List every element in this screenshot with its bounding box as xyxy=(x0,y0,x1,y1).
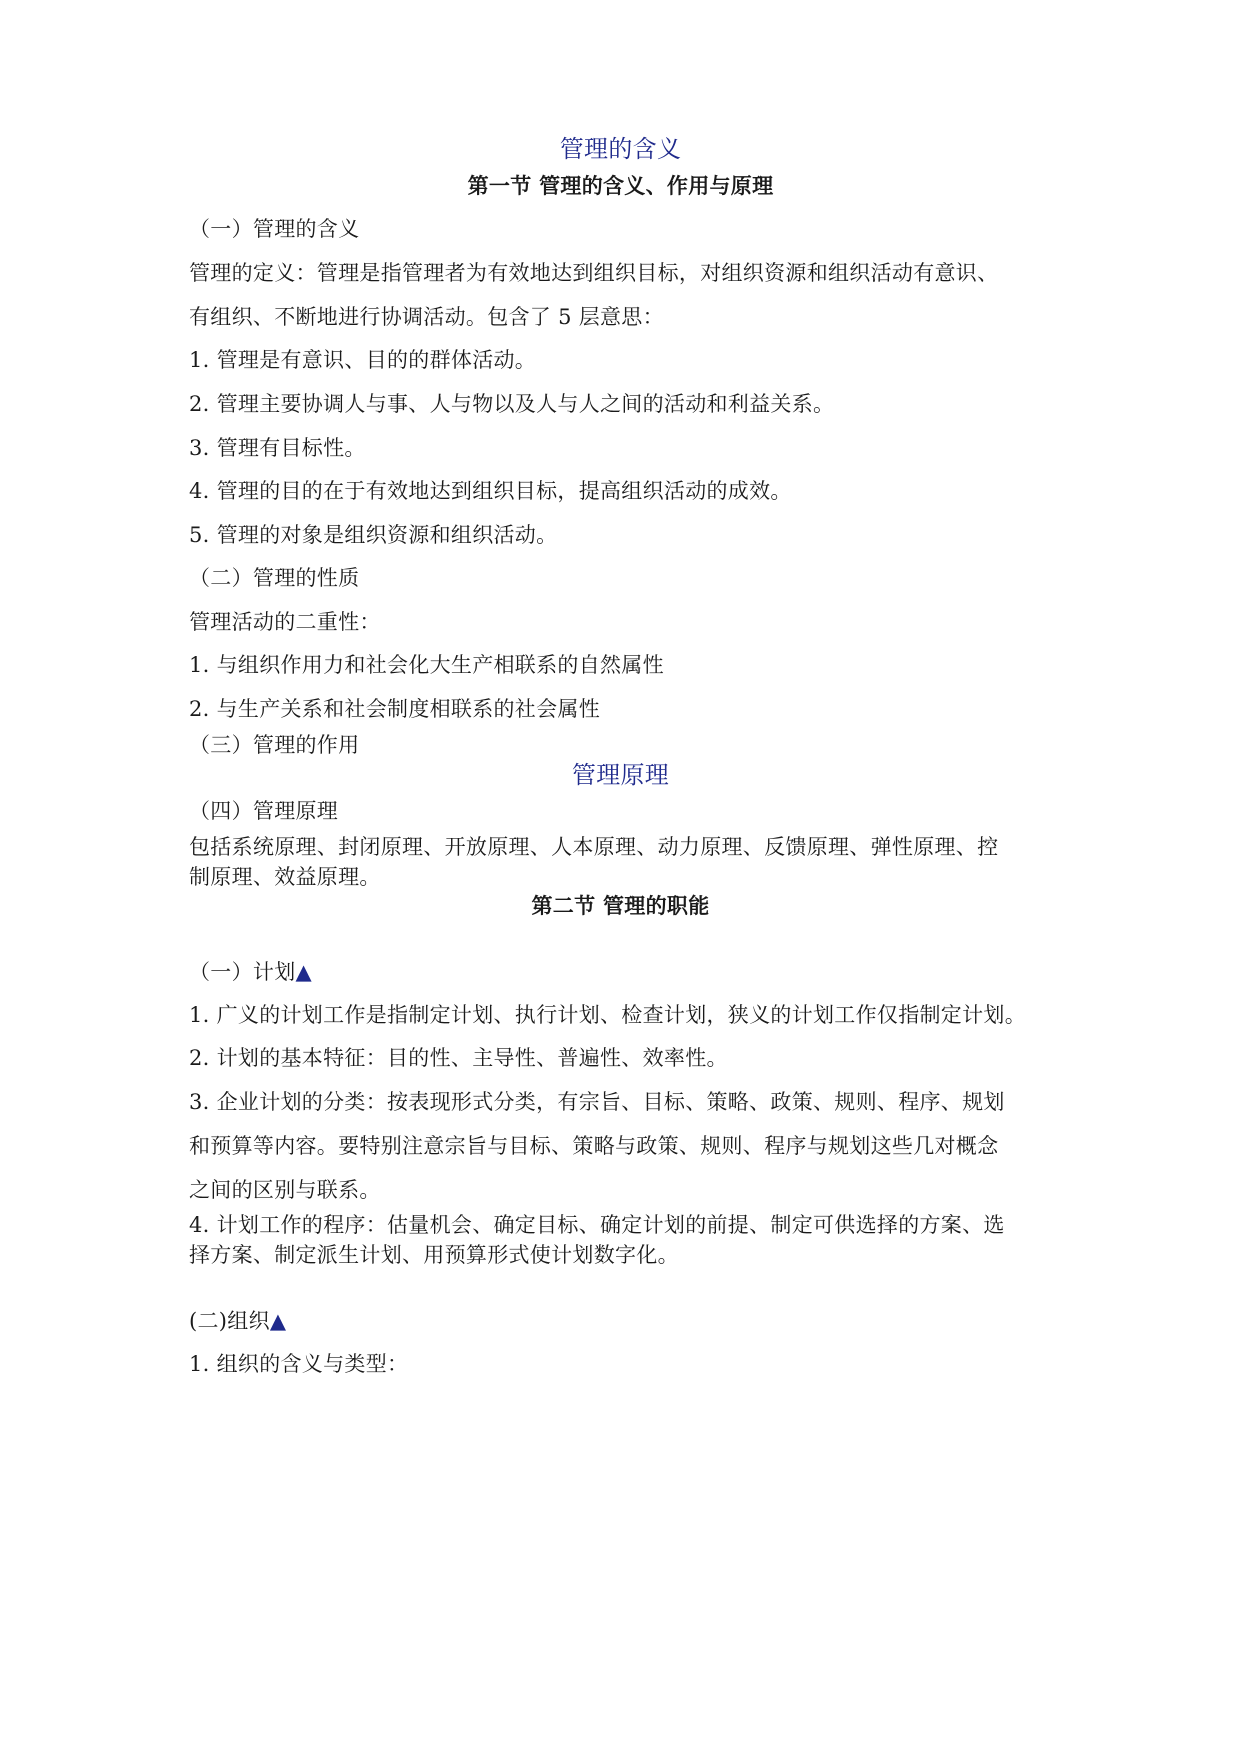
plan-p3-line-3: 之间的区别与联系。 xyxy=(189,1178,381,1202)
list-item: 1. 组织的含义与类型： xyxy=(189,1352,409,1376)
list-item: 1. 广义的计划工作是指制定计划、执行计划、检查计划，狭义的计划工作仅指制定计划。 xyxy=(189,1003,1027,1027)
definition-line-1: 管理的定义：管理是指管理者为有效地达到组织目标，对组织资源和组织活动有意识、 xyxy=(189,261,999,285)
principles-title: 管理原理 xyxy=(571,761,670,789)
org-heading-text: (二)组织 xyxy=(189,1309,270,1333)
list-item: 4. 管理的目的在于有效地达到组织目标，提高组织活动的成效。 xyxy=(189,479,792,503)
plan-p4-line-2: 择方案、制定派生计划、用预算形式使计划数字化。 xyxy=(189,1243,679,1267)
subheading-meaning: （一）管理的含义 xyxy=(189,217,360,241)
principles-line-1: 包括系统原理、封闭原理、开放原理、人本原理、动力原理、反馈原理、弹性原理、控 xyxy=(189,835,999,859)
plan-heading-text: （一）计划 xyxy=(189,960,296,984)
plan-p3-line-1: 3. 企业计划的分类：按表现形式分类，有宗旨、目标、策略、政策、规则、程序、规划 xyxy=(189,1090,1005,1114)
list-item: 3. 管理有目标性。 xyxy=(189,436,366,460)
section-1-title: 第一节 管理的含义、作用与原理 xyxy=(467,174,774,198)
plan-p3-line-2: 和预算等内容。要特别注意宗旨与目标、策略与政策、规则、程序与规划这些几对概念 xyxy=(189,1134,999,1158)
triangle-icon: ▲ xyxy=(269,1309,287,1333)
plan-p4-line-1: 4. 计划工作的程序：估量机会、确定目标、确定计划的前提、制定可供选择的方案、选 xyxy=(189,1213,1005,1237)
section-2-title: 第二节 管理的职能 xyxy=(531,894,710,918)
list-item: 2. 计划的基本特征：目的性、主导性、普遍性、效率性。 xyxy=(189,1046,728,1070)
subheading-role: （三）管理的作用 xyxy=(189,733,360,757)
subheading-nature: （二）管理的性质 xyxy=(189,566,360,590)
list-item: 2. 管理主要协调人与事、人与物以及人与人之间的活动和利益关系。 xyxy=(189,392,835,416)
list-item: 1. 与组织作用力和社会化大生产相联系的自然属性 xyxy=(189,653,664,677)
list-item: 1. 管理是有意识、目的的群体活动。 xyxy=(189,348,537,372)
page-title: 管理的含义 xyxy=(559,135,682,163)
triangle-icon: ▲ xyxy=(295,960,312,984)
list-item: 5. 管理的对象是组织资源和组织活动。 xyxy=(189,523,558,547)
definition-line-2: 有组织、不断地进行协调活动。包含了 5 层意思： xyxy=(189,305,664,329)
subheading-principles: （四）管理原理 xyxy=(189,799,339,823)
nature-intro: 管理活动的二重性： xyxy=(189,610,381,634)
principles-line-2: 制原理、效益原理。 xyxy=(189,865,381,889)
list-item: 2. 与生产关系和社会制度相联系的社会属性 xyxy=(189,697,601,721)
subheading-plan xyxy=(189,957,1059,987)
subheading-org xyxy=(189,1306,1059,1336)
